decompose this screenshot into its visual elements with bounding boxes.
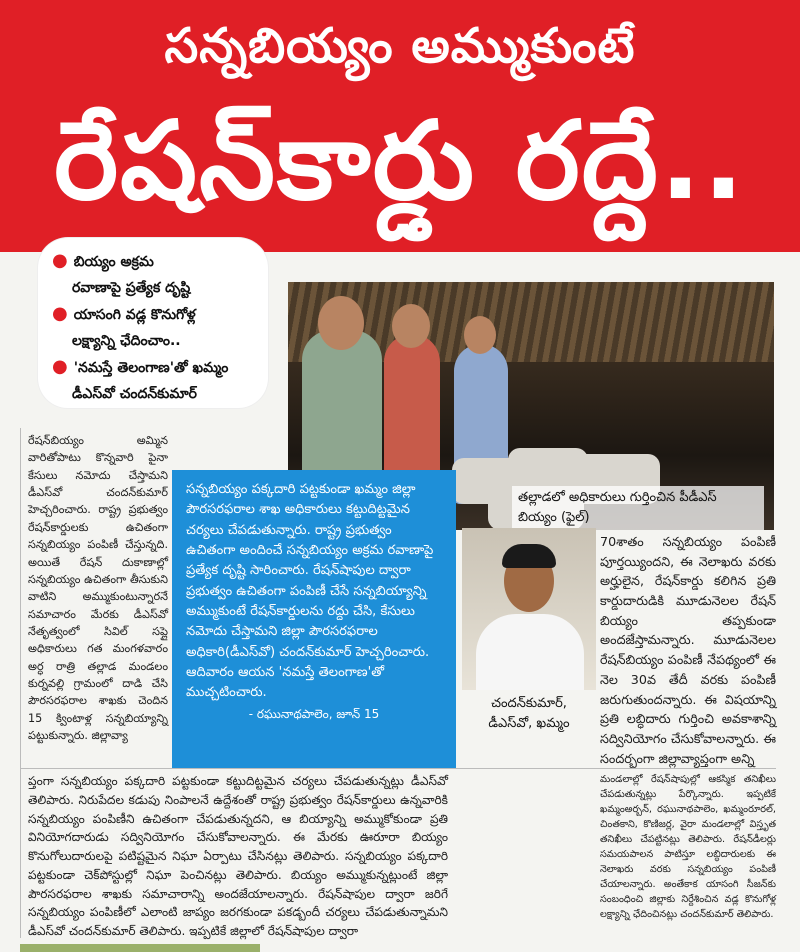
bullet-dot-icon: ● bbox=[52, 356, 68, 377]
portrait-shirt bbox=[476, 614, 584, 690]
portrait-title: డీఎస్‌వో, ఖమ్మం bbox=[488, 716, 570, 731]
highlight-item-cont: లక్ష్యాన్ని ఛేదించాం.. bbox=[72, 333, 181, 349]
kicker: సన్నబియ్యం అమ్ముకుంటే bbox=[164, 18, 636, 74]
bullet-dot-icon: ● bbox=[52, 250, 68, 271]
pullquote-box bbox=[172, 470, 456, 768]
pullquote-byline: - రఘునాథపాలెం, జూన్ 15 bbox=[248, 707, 380, 722]
highlight-item: ● 'నమస్తే తెలంగాణ'తో ఖమ్మం bbox=[52, 356, 229, 377]
officer-head bbox=[392, 304, 430, 348]
officer-head bbox=[318, 296, 364, 350]
headline-banner bbox=[0, 0, 800, 252]
pullquote-text: సన్నబియ్యం పక్కదారి పట్టకుండా ఖమ్మం జిల్లా పౌరసరఫరాల శాఖ అధికారులు కట్టుదిట్టమైన చర్యలు చేపడుతున్నారు. రాష్ట్ర ప్రభుత్వం ఉచితంగా అందించే సన్నబియ్యం అక్రమ రవాణాపై ప్రత్యేక దృష్టి సారించారు. రేషన్‌షాపుల ద్వారా ప్రభుత్వం ఉచితంగా పంపిణీ చేసే సన్నబియ్యాన్ని అమ్ముకుంటే రేషన్‌కార్డులను రద్దు చేసి, కేసులు నమోదు చేస్తామని జిల్లా పౌరసరఫరాల అధికారి(డీఎస్‌వో) చందన్‌కుమార్ హెచ్చరించారు. ఆదివారం ఆయన 'నమస్తే తెలంగాణ'తో ముచ్చటించారు. bbox=[186, 482, 434, 701]
article-column-right-bottom: మండలాల్లో రేషన్‌షాపుల్లో ఆకస్మిక తనిఖీలు చేపడుతున్నట్లు పేర్కొన్నారు. ఇప్పటికే ఖమ్మంఅర్బన్, రఘునాథపాలెం, ఖమ్మంరూరల్, చింతకాని, కొణిజర్ల, వైరా మండలాల్లో విస్తృత తనిఖీలు చేపట్టినట్లు తెలిపారు. రేషన్‌డీలర్లు సమయపాలన పాటిస్తూ లబ్ధిదారులకు ఈ నెలాఖరు వరకు సన్నబియ్యం పంపిణీ చేయాలన్నారు. అంతేకాక యాసంగి సీజన్‌కు సంబంధించి జిల్లాకు నిర్దేశించిన వడ్ల కొనుగోళ్ల లక్ష్యాన్ని ఛేదించినట్లు చందన్‌కుమార్ తెలిపారు. bbox=[600, 774, 776, 921]
column-rule bbox=[20, 428, 21, 938]
portrait-photo bbox=[462, 528, 596, 690]
portrait-caption bbox=[462, 694, 596, 734]
headline: రేషన్‌కార్డు రద్దే.. bbox=[54, 99, 746, 224]
bullet-dot-icon: ● bbox=[52, 303, 68, 324]
next-photo-edge bbox=[20, 944, 260, 952]
article-column-right: 70శాతం సన్నబియ్యం పంపిణీ పూర్తయ్యిందని, ఈ నెలాఖరు వరకు అర్హులైన, రేషన్‌కార్డు కలిగిన ప్రతి కార్డుదారుడికి మూడునెలల రేషన్ బియ్యం తప్పకుండా అందజేస్తామన్నారు. మూడునెలల రేషన్‌బియ్యం పంపిణీ నేపథ్యంలో ఈ నెల 30వ తేదీ వరకు పంపిణీ జరుగుతుందన్నారు. ఈ విషయాన్ని ప్రతి లబ్ధిదారు గుర్తించి అవకాశాన్ని సద్వినియోగం చేసుకోవాలన్నారు. ఈ సందర్భంగా జిల్లావ్యాప్తంగా అన్ని bbox=[600, 534, 776, 766]
officer-head bbox=[464, 316, 496, 354]
column-rule bbox=[20, 768, 776, 769]
article-column-bottom: ప్తంగా సన్నబియ్యం పక్కదారి పట్టకుండా కట్టుదిట్టమైన చర్యలు చేపడుతున్నట్లు డీఎస్‌వో తెలిపారు. నిరుపేదల కడుపు నింపాలనే ఉద్దేశంతో రాష్ట్ర ప్రభుత్వం రేషన్‌కార్డులు ఉన్నవారికి సన్నబియ్యం పంపిణీని ఉచితంగా చేపడుతున్నదని, ఆ బియ్యాన్ని అమ్ముకోకుండా ప్రతి వినియోగదారుడు సద్వినియోగం చేసుకోవాలన్నారు. ఈ మేరకు ఊరూరా బియ్యం కొనుగోలుదారులపై పటిష్టమైన నిఘా ఏర్పాటు చేసినట్లు తెలిపారు. సన్నబియ్యం పక్కదారి పట్టకుండా చెక్‌పోస్టుల్లో నిఘా పెంచినట్లు తెలిపారు. బియ్యం అమ్ముకున్నట్లుంటే జిల్లా పౌరసరఫరాల శాఖకు సమాచారాన్ని అందజేయాలన్నారు. రేషన్‌షాపుల ద్వారా జరిగే సన్నబియ్యం పంపిణీలో ఎలాంటి జాప్యం జరగకుండా పకడ్బందీ చర్యలు చేపడుతున్నామని డీఎస్‌వో చందన్‌కుమార్ తెలిపారు. ఇప్పటికే జిల్లాలో రేషన్‌షాపుల ద్వారా bbox=[28, 774, 448, 938]
portrait-hair bbox=[502, 544, 556, 568]
highlight-item: ● యాసంగి వడ్ల కొనుగోళ్ల bbox=[52, 303, 196, 324]
highlight-item: ● బియ్యం అక్రమ bbox=[52, 250, 154, 271]
article-column-1: రేషన్‌బియ్యం అమ్మిన వారితోపాటు కొన్నవారి పైనా కేసులు నమోదు చేస్తామని డీఎస్‌వో చందన్‌కుమార్ హెచ్చరించారు. రాష్ట్ర ప్రభుత్వం రేషన్‌కార్డులకు ఉచితంగా సన్నబియ్యం పంపిణీ చేస్తున్నది. అయితే రేషన్ దుకాణాల్లో సన్నబియ్యం ఉచితంగా తీసుకుని వాటిని అమ్ముకుంటున్నారనే సమాచారం మేరకు డీఎస్‌వో నేతృత్వంలో సివిల్ సప్లై అధికారులు గత మంగళవారం అర్ధ రాత్రి తల్లాడ మండలం కుర్నవల్లి గ్రామంలో దాడి చేసి పౌరసరఫరాల శాఖకు చెందిన 15 క్వింటాళ్ల సన్నబియ్యాన్ని పట్టుకున్నారు. జిల్లావ్యా bbox=[28, 434, 168, 743]
portrait-name: చందన్‌కుమార్, bbox=[491, 696, 567, 711]
highlight-item-cont: డీఎస్‌వో చందన్‌కుమార్ bbox=[72, 386, 197, 402]
highlight-item-cont: రవాణాపై ప్రత్యేక దృష్టి bbox=[72, 280, 191, 296]
highlights-box bbox=[38, 238, 268, 408]
photo-caption: తల్లాడలో అధికారులు గుర్తించిన పీడీఎస్ బియ్యం (ఫైల్) bbox=[512, 486, 764, 530]
